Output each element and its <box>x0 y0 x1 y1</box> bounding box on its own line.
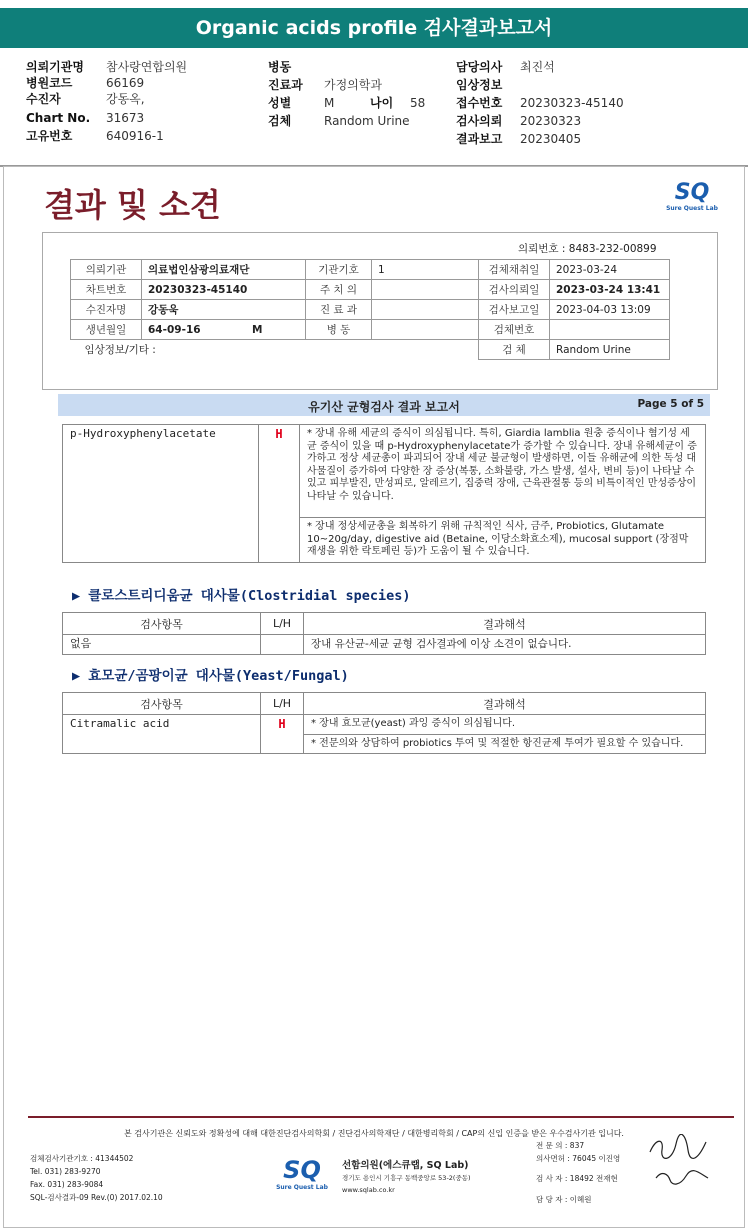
header-value: 20230323 <box>520 114 582 128</box>
cell-label: 검체번호 <box>479 320 550 340</box>
table-row <box>71 320 670 340</box>
section-heading-yeast: ▶ 효모균/곰팡이균 대사물(Yeast/Fungal) <box>72 668 349 684</box>
header-label: 담당의사 <box>456 60 503 74</box>
header-value: Random Urine <box>324 114 410 128</box>
header-label: Chart No. <box>26 111 91 125</box>
cell-value <box>550 320 670 340</box>
cell-label: 생년월일 <box>71 320 142 340</box>
column-header: 검사항목 <box>63 613 261 635</box>
table-row <box>71 280 670 300</box>
report-banner: Organic acids profile 검사결과보고서 <box>0 8 748 48</box>
cell-value: 1 <box>372 260 479 280</box>
header-label: 병동 <box>268 60 292 74</box>
page-indicator: Page 5 of 5 <box>637 398 704 410</box>
cell-label: 기관기호 <box>306 260 372 280</box>
cell-value: 2023-04-03 13:09 <box>550 300 670 320</box>
column-header: 결과해석 <box>304 693 706 715</box>
cell-value: 의료법인삼광의료재단 <box>142 260 306 280</box>
header-value: 20230405 <box>520 132 582 146</box>
test-item: p-Hydroxyphenylacetate <box>63 425 259 563</box>
cell-label: 차트번호 <box>71 280 142 300</box>
cell-value <box>142 320 306 340</box>
footer-line: Tel. 031) 283-9270 <box>30 1167 101 1176</box>
footer-line: 검체검사기관기호 : 41344502 <box>30 1154 134 1163</box>
table-header-row <box>63 693 706 715</box>
patient-info-table <box>70 259 670 360</box>
header-label: 고유번호 <box>26 129 73 143</box>
signature-line: 전 문 의 : 837 <box>536 1141 585 1150</box>
sq-logo <box>666 180 718 212</box>
report-bar <box>58 394 710 416</box>
sex: M <box>252 323 263 336</box>
cell-label: 병 동 <box>306 320 372 340</box>
cell-label: 검 체 <box>479 340 550 360</box>
cell-value: 2023-03-24 <box>550 260 670 280</box>
column-header: 검사항목 <box>63 693 261 715</box>
header-value: 31673 <box>106 111 145 125</box>
header-label: 수진자 <box>26 92 61 106</box>
header-value: 가정의학과 <box>324 78 382 92</box>
header-col-1 <box>26 58 187 143</box>
birthdate: 64-09-16 <box>148 323 201 336</box>
signatures <box>536 1140 620 1206</box>
footer-divider <box>28 1116 734 1118</box>
cell-label: 진 료 과 <box>306 300 372 320</box>
footer-line: SQL-검사결과-09 Rev.(0) 2017.02.10 <box>30 1193 163 1202</box>
cell-value <box>372 300 479 320</box>
org-name: 선함의원(에스큐랩, SQ Lab) <box>342 1160 469 1171</box>
header-value: 최진석 <box>520 60 555 74</box>
flag-high: H <box>261 715 304 754</box>
age-value: 58 <box>410 96 426 110</box>
interpretation: 장내 유산균-세균 균형 검사결과에 이상 소견이 없습니다. <box>304 635 706 655</box>
header-label: 진료과 <box>268 78 303 92</box>
header-label: 성별 <box>268 96 292 110</box>
header-value: 참사랑연합의원 <box>106 60 188 74</box>
clostridia-table <box>62 612 706 655</box>
header-label: 접수번호 <box>456 96 503 110</box>
table-row <box>63 715 706 735</box>
logo-text: SQ <box>283 1156 321 1184</box>
cell-label: 수진자명 <box>71 300 142 320</box>
header-col-3 <box>456 58 624 148</box>
cell-label: 주 치 의 <box>306 280 372 300</box>
flag-high: H <box>259 425 300 563</box>
cell-value: 2023-03-24 13:41 <box>550 280 670 300</box>
interpretation: * 전문의와 상담하여 probiotics 투여 및 적절한 항진균제 투여가 필요할 수 있습니다. <box>304 734 706 754</box>
table-row <box>71 300 670 320</box>
column-header: L/H <box>261 613 304 635</box>
handwritten-signature <box>646 1134 716 1192</box>
test-item: 없음 <box>63 635 261 655</box>
request-number-label: 의뢰번호 <box>518 243 559 255</box>
header-value: 20230323-45140 <box>520 96 624 110</box>
yeast-table <box>62 692 706 754</box>
cell-value: Random Urine <box>550 340 670 360</box>
cell-value <box>372 280 479 300</box>
column-header: L/H <box>261 693 304 715</box>
table-header-row <box>63 613 706 635</box>
age-label: 나이 <box>370 96 394 110</box>
header-value: 640916-1 <box>106 129 164 143</box>
certification-text: 본 검사기관은 신뢰도와 정확성에 대해 대한진단검사의학회 / 진단검사의학재단 / 대한병리학회 / CAP의 신입 인증을 받은 우수검사기관 입니다. <box>124 1129 624 1138</box>
cell-label: 검체채취일 <box>479 260 550 280</box>
logo-subtitle: Sure Quest Lab <box>276 1184 328 1191</box>
column-header: 결과해석 <box>304 613 706 635</box>
signature-line: 담 당 자 : 이혜원 <box>536 1194 592 1204</box>
header-label: 병원코드 <box>26 76 73 90</box>
logo-text: SQ <box>674 180 710 205</box>
table-row <box>71 260 670 280</box>
table-row <box>71 340 670 360</box>
request-number <box>518 241 657 256</box>
header-col-2 <box>268 58 425 130</box>
footer-org <box>342 1160 471 1196</box>
flag <box>261 635 304 655</box>
section-heading-clostridia: ▶ 클로스트리디움균 대사물(Clostridial species) <box>72 588 411 604</box>
header-label: 의뢰기관명 <box>26 60 84 74</box>
page-title: 결과 및 소견 <box>44 186 221 224</box>
header-label: 결과보고 <box>456 132 503 146</box>
logo-subtitle: Sure Quest Lab <box>666 205 718 212</box>
signature-line: 의사면허 : 76045 이진영 <box>536 1153 621 1163</box>
footer-left <box>30 1152 163 1204</box>
interpretation: * 장내 유해 세균의 증식이 의심됩니다. 특히, Giardia lamblia 원충 증식이나 혐기성 세균 증식이 있을 때 p-Hydroxyphenylacetate가 증가할 수 있습니다. 장내 유해세균이 증가하고 정상 세균총이 파괴되어 장내 세균 불균형이 발생하면, 이들 유해균에 의한 독성 대사물질이 증가하여 다양한 장 증상(복통, 소화불량, 가스 발생, 설사, 변비 등)이 나타날 수 있고 피부발진, 만성피로, 알레르기, 집중력 장애, 근육관절통 등의 비특이적인 만성증상이 나타날 수 있습니다. <box>300 425 706 518</box>
report-bar-title: 유기산 균형검사 결과 보고서 <box>308 400 460 414</box>
cell-value: 강동욱 <box>142 300 306 320</box>
cell-value: 20230323-45140 <box>142 280 306 300</box>
cell-value <box>372 320 479 340</box>
header-label: 임상정보 <box>456 78 503 92</box>
phpa-table <box>62 424 706 563</box>
header-label: 검체 <box>268 114 292 128</box>
footer-line: Fax. 031) 283-9084 <box>30 1180 104 1189</box>
table-row <box>63 425 706 518</box>
signature-line: 검 사 자 : 18492 전재현 <box>536 1174 618 1183</box>
table-row <box>63 635 706 655</box>
cell-label: 임상정보/기타 : <box>84 344 156 357</box>
test-item: Citramalic acid <box>63 715 261 754</box>
interpretation: * 장내 정상세균총을 회복하기 위해 규칙적인 식사, 금주, Probiotics, Glutamate 10~20g/day, digestive aid (Betaine, 이당소화효소제), mucosal support (장점막재생을 위한 락토페린 등)가 도움이 될 수 있습니다. <box>300 518 706 563</box>
cell-label: 검사의뢰일 <box>479 280 550 300</box>
request-number-value: : 8483-232-00899 <box>561 243 657 255</box>
footer-logo <box>276 1156 328 1191</box>
interpretation: * 장내 효모균(yeast) 과잉 증식이 의심됩니다. <box>304 715 706 735</box>
header-value: 66169 <box>106 76 145 90</box>
cell-label: 의뢰기관 <box>71 260 142 280</box>
org-website: www.sqlab.co.kr <box>342 1186 395 1194</box>
header-value: 강동옥, <box>106 92 145 106</box>
cell-label: 검사보고일 <box>479 300 550 320</box>
header-value: M <box>324 96 335 110</box>
org-address: 경기도 용인시 기흥구 동백중앙로 53-2(중동) <box>342 1174 471 1182</box>
header-label: 검사의뢰 <box>456 114 503 128</box>
